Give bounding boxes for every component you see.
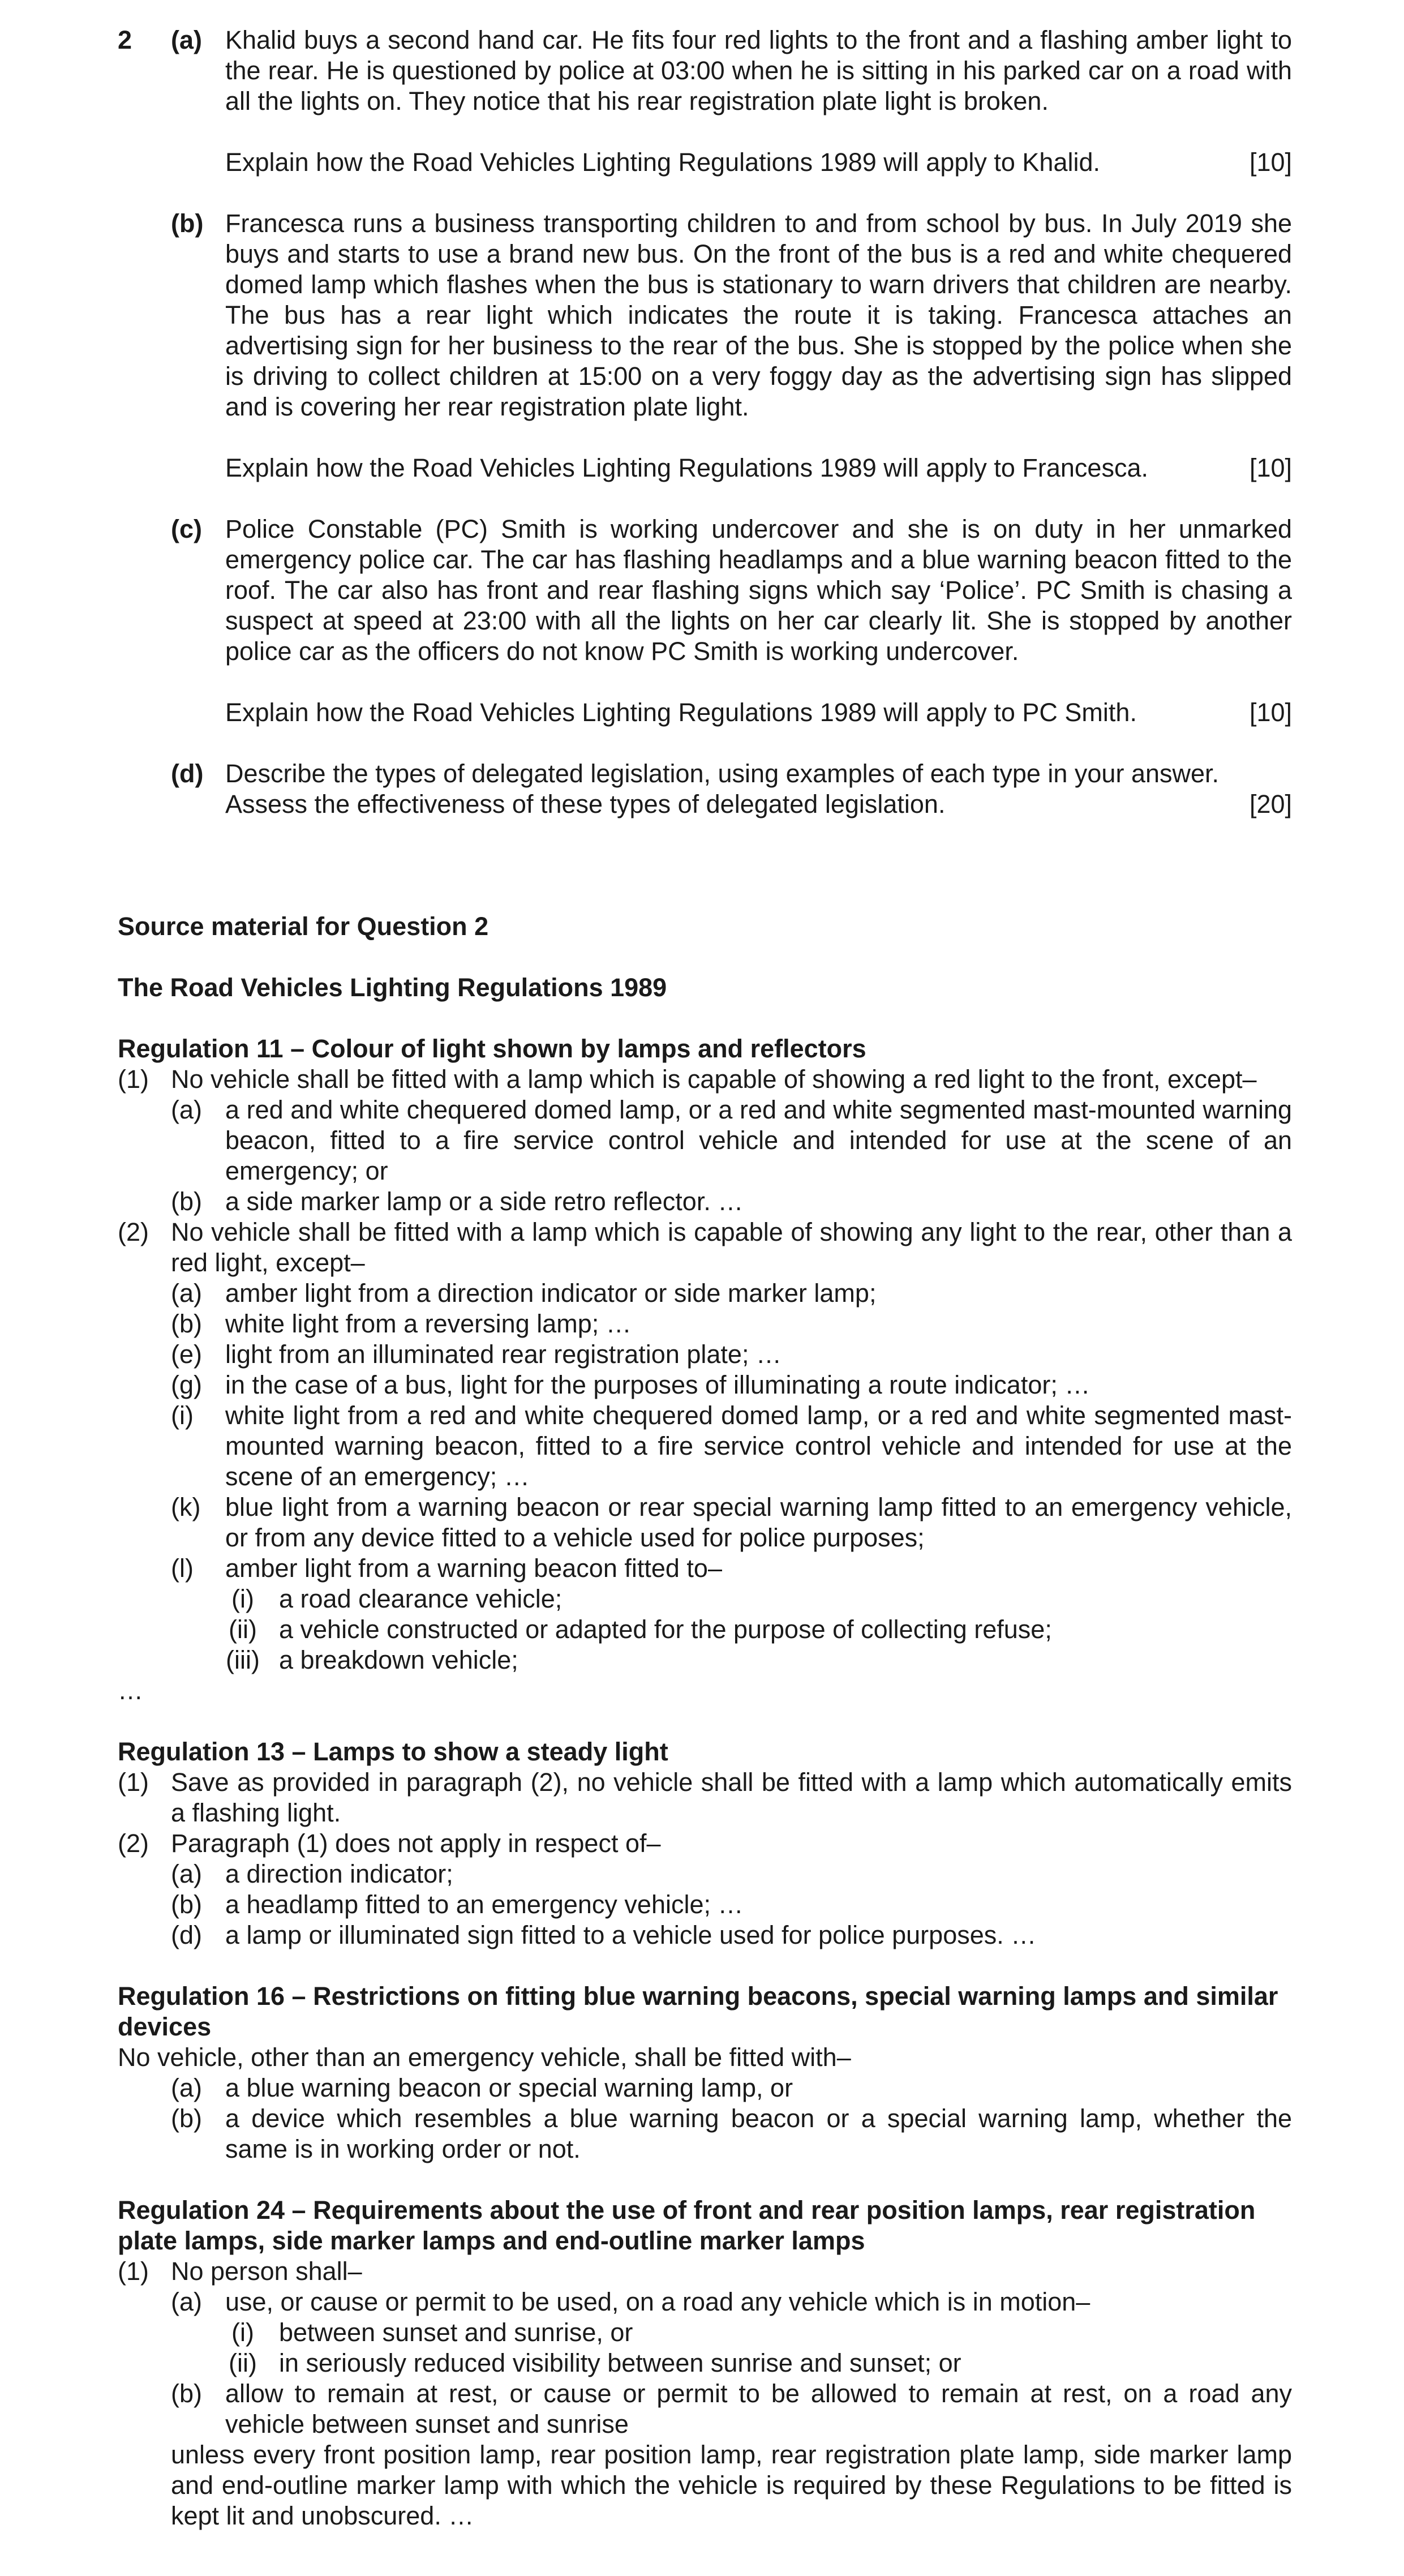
item-text: a red and white chequered domed lamp, or a red and white segmented mast-mounted warning beacon, fitted to a fire service control vehicle and intended for use at the scene of an emergency; or	[225, 1095, 1292, 1185]
item-label: (b)	[171, 2104, 202, 2133]
part-text: Khalid buys a second hand car. He fits four red lights to the front and a flashing amber light to the rear. He is questioned by police at 03:00 when he is sitting in his parked car on a road with all the lights on. They notice that his rear registration plate light is broken.	[225, 25, 1292, 115]
regulation-11-heading: Regulation 11 – Colour of light shown by lamps and reflectors	[118, 1034, 866, 1063]
paragraph-number: (1)	[118, 1065, 149, 1094]
list-item	[118, 2073, 1292, 2103]
part-label: (d)	[171, 759, 204, 788]
part-text: Police Constable (PC) Smith is working undercover and she is on duty in her unmarked emergency police car. The car has flashing headlamps and a blue warning beacon fitted to the roof. The car also has front and rear flashing signs which say ‘Police’. PC Smith is chasing a suspect at speed at 23:00 with all the lights on her car clearly lit. She is stopped by another police car as the officers do not know PC Smith is working undercover.	[225, 515, 1292, 666]
paragraph-number: (1)	[118, 2257, 149, 2286]
item-label: (b)	[171, 1187, 202, 1216]
paragraph-number: (1)	[118, 1768, 149, 1797]
sub-list-item	[118, 1614, 1292, 1645]
part-marks: [10]	[1249, 453, 1292, 482]
sub-list-item	[118, 2317, 1292, 2348]
regulation-16-heading: Regulation 16 – Restrictions on fitting blue warning beacons, special warning lamps and similar devices	[118, 1982, 1278, 2041]
list-item	[118, 2287, 1292, 2317]
list-item	[118, 1095, 1292, 1186]
item-label: (b)	[171, 2379, 202, 2408]
item-text: in the case of a bus, light for the purposes of illuminating a route indicator; …	[225, 1370, 1090, 1399]
item-label: (g)	[171, 1370, 202, 1399]
list-item	[118, 1400, 1292, 1492]
part-label: (b)	[171, 209, 204, 238]
item-text: a blue warning beacon or special warning lamp, or	[225, 2073, 793, 2102]
reg24-paragraph-1	[118, 2256, 1292, 2287]
paragraph-text: No vehicle shall be fitted with a lamp which is capable of showing a red light to the front, except–	[171, 1065, 1257, 1094]
part-text-line2: Assess the effectiveness of these types of delegated legislation.	[225, 790, 946, 818]
source-heading: Source material for Question 2	[118, 912, 489, 941]
item-label: (b)	[171, 1309, 202, 1338]
paragraph-number: (2)	[118, 1829, 149, 1858]
list-item	[118, 1859, 1292, 1889]
reg13-paragraph-2	[118, 1828, 1292, 1859]
item-text: blue light from a warning beacon or rear special warning lamp fitted to an emergency vehicle, or from any device fitted to a vehicle used for police purposes;	[225, 1493, 1292, 1552]
item-text: a direction indicator;	[225, 1859, 453, 1888]
part-label: (c)	[171, 515, 202, 543]
regulation-24-heading: Regulation 24 – Requirements about the use of front and rear position lamps, rear registration plate lamps, side marker lamps and end-outline marker lamps	[118, 2196, 1256, 2255]
part-instruction-row	[225, 453, 1292, 483]
list-item	[118, 1309, 1292, 1339]
list-item	[118, 1889, 1292, 1920]
item-label: (a)	[171, 2073, 202, 2102]
part-text-line1: Describe the types of delegated legislation, using examples of each type in your answer.	[225, 759, 1220, 788]
part-marks: [20]	[1249, 790, 1292, 818]
reg11-paragraph-1	[118, 1064, 1292, 1095]
paragraph-text: No vehicle shall be fitted with a lamp which is capable of showing any light to the rear, other than a red light, except–	[171, 1218, 1292, 1277]
question-part-d	[118, 758, 1292, 820]
item-label: (d)	[171, 1921, 202, 1949]
item-text: light from an illuminated rear registration plate; …	[225, 1340, 782, 1369]
part-text: Francesca runs a business transporting children to and from school by bus. In July 2019 she buys and starts to use a brand new bus. On the front of the bus is a red and white chequered domed lamp which flashes when the bus is stationary to warn drivers that children are nearby. The bus has a rear light which indicates the route it is taking. Francesca attaches an advertising sign for her business to the rear of the bus. She is stopped by the police when she is driving to collect children at 15:00 on a very foggy day as the advertising sign has slipped and is covering her rear registration plate light.	[225, 209, 1292, 421]
part-instruction-row	[225, 697, 1292, 728]
item-text: a lamp or illuminated sign fitted to a vehicle used for police purposes. …	[225, 1921, 1037, 1949]
sub-list-item	[118, 1584, 1292, 1614]
item-label: (a)	[171, 1859, 202, 1888]
item-text: allow to remain at rest, or cause or permit to be allowed to remain at rest, on a road any vehicle between sunset and sunrise	[225, 2379, 1292, 2438]
question-part-a	[118, 25, 1292, 178]
list-item	[118, 1920, 1292, 1951]
part-marks: [10]	[1249, 698, 1292, 727]
part-marks: [10]	[1249, 148, 1292, 177]
sub-item-label: (ii)	[229, 1615, 257, 1644]
part-label: (a)	[171, 25, 202, 54]
item-label: (l)	[171, 1554, 194, 1583]
paragraph-text: No person shall–	[171, 2257, 362, 2286]
item-text: amber light from a direction indicator or side marker lamp;	[225, 1279, 877, 1308]
item-label: (a)	[171, 1095, 202, 1124]
item-text: a side marker lamp or a side retro reflector. …	[225, 1187, 744, 1216]
item-text: use, or cause or permit to be used, on a road any vehicle which is in motion–	[225, 2287, 1090, 2316]
source-title: The Road Vehicles Lighting Regulations 1989	[118, 973, 667, 1002]
list-item	[118, 1186, 1292, 1217]
question-part-c	[118, 514, 1292, 728]
part-instruction-row	[225, 147, 1292, 178]
item-text: a headlamp fitted to an emergency vehicle; …	[225, 1890, 744, 1919]
part-instruction: Explain how the Road Vehicles Lighting Regulations 1989 will apply to PC Smith.	[225, 698, 1137, 727]
list-item	[118, 1339, 1292, 1370]
list-item	[118, 1553, 1292, 1584]
list-item	[118, 1278, 1292, 1309]
regulation-13-heading: Regulation 13 – Lamps to show a steady light	[118, 1737, 668, 1766]
list-item	[118, 1492, 1292, 1553]
item-text: white light from a reversing lamp; …	[225, 1309, 632, 1338]
item-label: (e)	[171, 1340, 202, 1369]
reg13-paragraph-1	[118, 1767, 1292, 1828]
paragraph-text: Save as provided in paragraph (2), no vehicle shall be fitted with a lamp which automatically emits a flashing light.	[171, 1768, 1292, 1827]
sub-item-label: (i)	[231, 1584, 254, 1613]
part-text-line2-row	[225, 789, 1292, 820]
list-item	[118, 2378, 1292, 2440]
reg11-paragraph-2	[118, 1217, 1292, 1278]
sub-list-item	[118, 1645, 1292, 1675]
item-label: (a)	[171, 2287, 202, 2316]
paragraph-text: Paragraph (1) does not apply in respect of–	[171, 1829, 661, 1858]
sub-item-text: between sunset and sunrise, or	[279, 2318, 633, 2347]
item-text: white light from a red and white chequered domed lamp, or a red and white segmented mast-mounted warning beacon, fitted to a fire service control vehicle and intended for use at the scene of an emergency; …	[225, 1401, 1292, 1491]
item-label: (k)	[171, 1493, 201, 1521]
paragraph-number: (2)	[118, 1218, 149, 1246]
part-instruction: Explain how the Road Vehicles Lighting Regulations 1989 will apply to Khalid.	[225, 148, 1100, 177]
regulation-24-closing: unless every front position lamp, rear position lamp, rear registration plate lamp, side marker lamp and end-outline marker lamp with which the vehicle is required by these Regulations to be fitted is kept lit and unobscured. …	[171, 2440, 1292, 2530]
question-number: 2	[118, 25, 132, 54]
exam-page	[118, 25, 1292, 2531]
list-item	[118, 2103, 1292, 2164]
sub-item-text: in seriously reduced visibility between sunrise and sunset; or	[279, 2348, 961, 2377]
item-label: (a)	[171, 1279, 202, 1308]
sub-item-text: a road clearance vehicle;	[279, 1584, 563, 1613]
sub-item-label: (ii)	[229, 2348, 257, 2377]
sub-list-item	[118, 2348, 1292, 2378]
sub-item-text: a vehicle constructed or adapted for the purpose of collecting refuse;	[279, 1615, 1052, 1644]
question-part-b	[118, 208, 1292, 483]
item-text: amber light from a warning beacon fitted to–	[225, 1554, 722, 1583]
sub-item-label: (iii)	[226, 1645, 260, 1674]
regulation-16-intro: No vehicle, other than an emergency vehicle, shall be fitted with–	[118, 2043, 851, 2072]
ellipsis: …	[118, 1676, 143, 1705]
sub-item-text: a breakdown vehicle;	[279, 1645, 518, 1674]
item-label: (b)	[171, 1890, 202, 1919]
list-item	[118, 1370, 1292, 1400]
item-label: (i)	[171, 1401, 194, 1430]
part-instruction: Explain how the Road Vehicles Lighting Regulations 1989 will apply to Francesca.	[225, 453, 1148, 482]
sub-item-label: (i)	[231, 2318, 254, 2347]
item-text: a device which resembles a blue warning beacon or a special warning lamp, whether the same is in working order or not.	[225, 2104, 1292, 2163]
